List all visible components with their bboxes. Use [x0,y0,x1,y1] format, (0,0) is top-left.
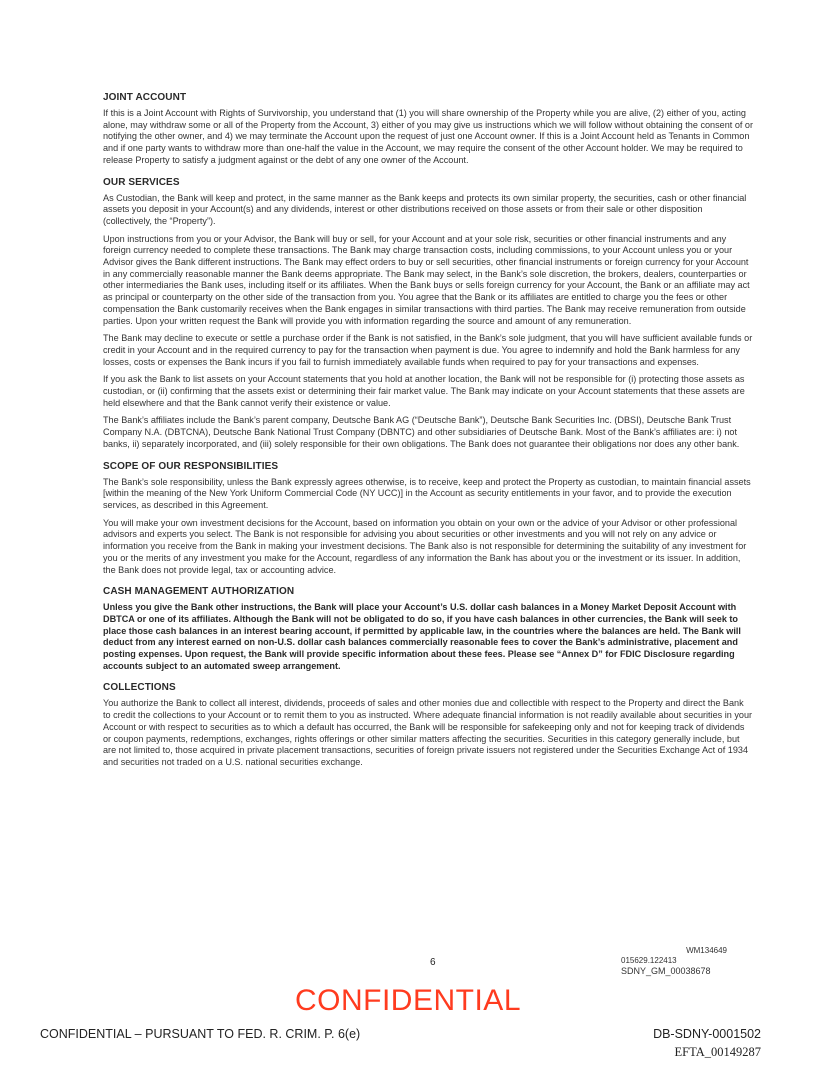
paragraph: The Bank’s sole responsibility, unless the Bank expressly agrees otherwise, is to receive, keep and protect the Property as custodian, to maintain financial assets [within the meaning of the New York Uniform Commercial Code (NY UCC)] in the Account as security entitlements in your favor, and to provide the execution services, as described in this Agreement. [103,476,751,510]
paragraph: Upon instructions from you or your Advisor, the Bank will buy or sell, for your Account and at your sole risk, securities or other financial instruments and any foreign currency needed to complete these transactions. The Bank may charge transaction costs, including commissions, to your Account unless you or your Advisor gives the Bank different instructions. The Bank may effect orders to buy or sell securities, other financial instruments or foreign currency for your Account in any commercially reasonable manner the Bank deems appropriate. The Bank may select, in the Bank’s sole discretion, the brokers, dealers, counterparties or other intermediaries the Bank uses, including itself or its affiliates. When the Bank buys or sells foreign currency for your Account, the Bank or an affiliate may act as principal or counterparty on the other side of the transaction from you. You agree that the Bank or its affiliates are entitled to charge you the fees or other compensation the Bank customarily receives when the Bank engages in similar transactions with third parties. The Bank may receive remuneration from outside parties. Upon your written request the Bank will provide you with information regarding the source and amount of any remuneration. [103,233,750,326]
footer-bates-number: DB-SDNY-0001502 [653,1027,761,1041]
stamp-line-1: WM134649 [686,946,727,955]
paragraph: You will make your own investment decisions for the Account, based on information you obtain on your own or the advice of your Advisor or other professional advisors and experts you select. The Bank is not responsible for advising you about securities or other investments and you will not rely on any advice or information you receive from the Bank in making your investment decisions. The Bank also is not responsible for determining the suitability of any investment for you or the merits of any investment you make for the Account, regardless of any information the Bank has about you or the investment or its issuer. In addition, the Bank does not provide legal, tax or accounting advice. [103,517,747,575]
section [103,92,753,167]
section-heading: SCOPE OF OUR RESPONSIBILITIES [103,460,279,472]
bates-stamp [615,946,735,976]
section [103,461,753,577]
paragraph: Unless you give the Bank other instructions, the Bank will place your Account’s U.S. dollar cash balances in a Money Market Deposit Account with DBTCA or one of its affiliates. Although the Bank will not be obligated to do so, if you have cash balances in other currencies, the Bank will seek to place those cash balances in an interest bearing account, if permitted by applicable law, in the countries where the balances are held. The Bank will deduct from any interest earned on non-U.S. dollar cash balances commercially reasonable fees to cover the Bank’s administrative, placement and posting expenses. Upon request, the Bank will provide specific information about these fees. Please see “Annex D” for FDIC Disclosure regarding accounts subject to an automated sweep arrangement. [103,602,741,671]
paragraph: If you ask the Bank to list assets on your Account statements that you hold at another location, the Bank will not be responsible for (i) protecting those assets as custodian, or (ii) confirming that the assets exist or determining their fair market value. The Bank may indicate on your Account statements that these assets are held elsewhere and that the Bank cannot verify their existence or value. [103,374,745,408]
page-number: 6 [430,957,436,968]
section-heading: JOINT ACCOUNT [103,92,187,103]
paragraph: The Bank may decline to execute or settle a purchase order if the Bank is not satisfied, in the Bank’s sole judgment, that you will have sufficient available funds or credit in your Account and in the required currency to pay for the transaction when payment is due. You agree to indemnify and hold the Bank harmless for any losses, costs or expenses the Bank incurs if you fail to furnish immediately available funds when required to pay for your transactions and expenses. [103,333,753,367]
footer-efta-number: EFTA_00149287 [674,1045,761,1059]
paragraph: The Bank’s affiliates include the Bank’s parent company, Deutsche Bank AG (“Deutsche Bank”), Deutsche Bank Securities Inc. (DBSI), Deutsche Bank Trust Company N.A. (DBTCNA), Deutsche Bank National Trust Company (DBNTC) and other subsidiaries of Deutsche Bank. Most of the Bank’s affiliates are: i) not banks, ii) separately incorporated, and (iii) solely responsible for their own obligations. The Bank does not guarantee their obligations nor does any other bank. [103,415,740,449]
paragraph: As Custodian, the Bank will keep and protect, in the same manner as the Bank keeps and protects its own similar property, the securities, cash or other financial assets you deposit in your Account(s) and any dividends, interest or other distributions received on those assets or from their sale or other disposition (collectively, the “Property”). [103,192,747,226]
section-heading: COLLECTIONS [103,682,176,694]
section [103,177,753,451]
confidential-watermark: CONFIDENTIAL [294,984,522,1017]
document-body [103,92,753,779]
section [103,682,753,768]
stamp-line-2: 015629.122413 [621,956,677,965]
paragraph: If this is a Joint Account with Rights of Survivorship, you understand that (1) you will share ownership of the Property while you are alive, (2) either of you, acting alone, may withdraw some or all of the Property from the Account, 3) either of you may give us instructions which we will follow without obtaining the consent of or notifying the other owner, and 4) we may terminate the Account upon the request of just one Account owner. If this is a Joint Account held as Tenants in Common and if one party wants to withdraw more than one-half the value in the Account, we may require the consent of the other Account holder. We may be required to release Property to satisfy a judgment against or the debt of any one owner of the Account. [103,108,754,165]
footer-confidentiality-notice: CONFIDENTIAL – PURSUANT TO FED. R. CRIM. P. 6(e) [40,1027,361,1041]
section-heading: CASH MANAGEMENT AUTHORIZATION [103,586,295,598]
section-heading: OUR SERVICES [103,176,180,188]
stamp-line-3: SDNY_GM_00038678 [621,966,711,976]
section [103,586,753,672]
paragraph: You authorize the Bank to collect all interest, dividends, proceeds of sales and other monies due and collectible with respect to the Property and direct the Bank to credit the collections to your Account or to remit them to you as instructed. Where adequate financial information is not readily available about securities in your Account or with respect to securities as to which a default has occurred, the Bank will be responsible for safekeeping only and not for keeping track of dividends or coupon payments, redemptions, exchanges, rights offerings or other similar matters affecting the securities. Securities in this category generally include, but are not limited to, those acquired in private placement transactions, securities of foreign private issuers not registered under the Securities Exchange Act of 1934 and securities not traded on a U.S. national securities exchange. [103,698,753,767]
